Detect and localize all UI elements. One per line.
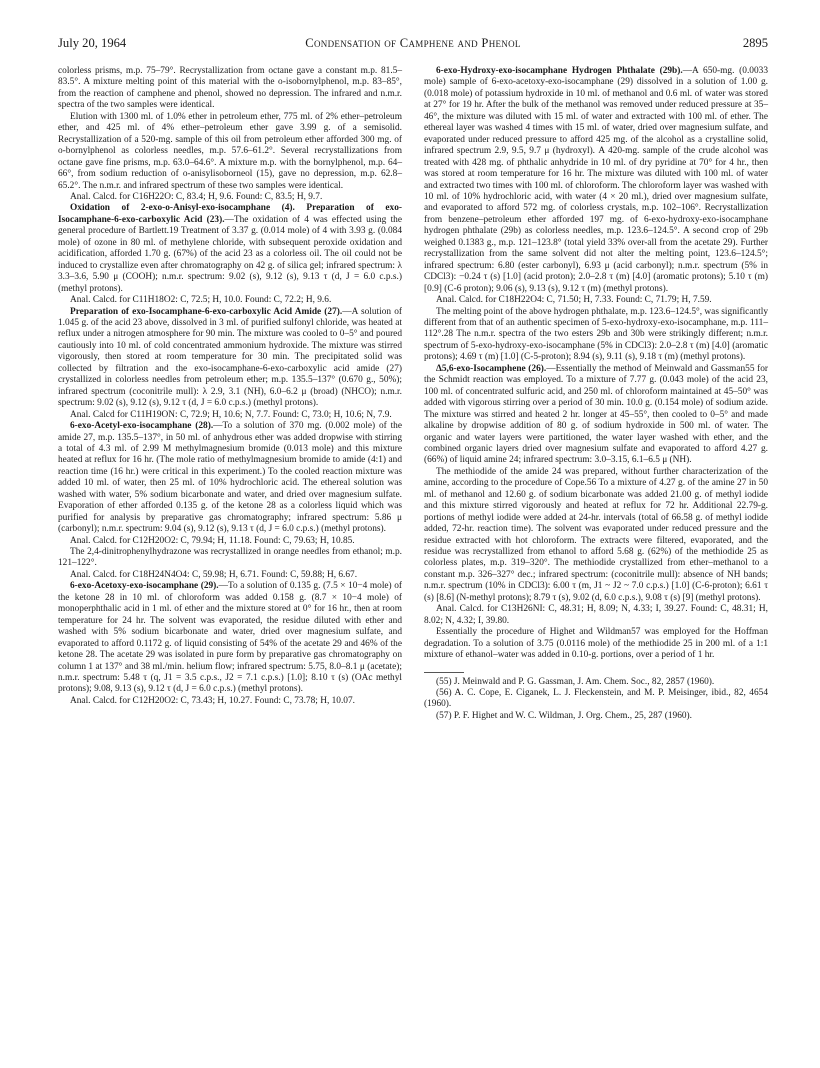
paragraph xyxy=(58,581,402,696)
paragraph-text: —A solution of 1.045 g. of the acid 23 above, dissolved in 3 ml. of purified sulfonyl chloride, was heated at reflux under a nitrogen atmosphere for 90 min. The mixture was cooled to 0–5° and poured cautiously into 10 ml. of cold concentrated ammonium hydroxide. The mixture was stirred vigorously, then stored at room temperature for 30 min. The precipitated solid was collected by filtration and the exo-isocamphane-6-exo-carboxylic acid amide (27) crystallized in colorless needles from petroleum ether; m.p. 135.5–137° (0.670 g., 50%); infrared spectrum (coconitrile mull): λ 2.9, 3.1 (NH), 6.0–6.2 μ (broad) (NHCO); n.m.r. spectrum: 9.02 (s), 9.12 (s), 9.12 τ (d, J = 6.0 c.p.s.) (methyl protons). xyxy=(58,306,402,409)
paragraph-text: —To a solution of 370 mg. (0.002 mole) of the amide 27, m.p. 135.5–137°, in 50 ml. of anhydrous ether was added dropwise with stirring a total of 4.3 ml. of 2.99 M methylmagnesium bromide (0.013 mole) and this mixture heated at reflux for 16 hr. (The mole ratio of methylmagnesium bromide to amide (4:1) and reaction time (16 hr.) were critical in this experiment.) To the cooled reaction mixture was added 10 ml. of water, then 25 ml. of 10% hydrochloric acid. The ethereal solution was washed with water, 5% sodium bicarbonate and water, and dried over magnesium sulfate. Evaporation of ether afforded 0.135 g. of the ketone 28 as a colorless liquid which was purified for analysis by preparative gas chromatography; infrared spectrum: 5.86 μ (carbonyl); n.m.r. spectrum: 9.04 (s), 9.12 (s), 9.13 τ (d, J = 6.0 c.p.s.) (methyl protons). xyxy=(58,421,402,535)
paragraph-text: Anal. Calcd for C11H19ON: C, 72.9; H, 10.6; N, 7.7. Found: C, 73.0; H, 10.6; N, 7.9. xyxy=(70,409,392,420)
paragraph xyxy=(58,203,402,295)
paragraph xyxy=(424,467,768,604)
paragraph-text: The melting point of the above hydrogen phthalate, m.p. 123.6–124.5°, was significantly different from that of an authentic specimen of 5-exo-hydroxy-exo-isocamphane, m.p. 111–112°.28 The n.m.r. spectra of the two esters 29b and 30b were strikingly different; n.m.r. spectrum of 5-exo-hydroxy-exo-isocamphane (5% in CDCl3): 2.0–2.8 τ (m) [4.0] (aromatic protons); 4.69 τ (m) [1.0] (C-5-proton); 8.94 (s), 9.11 (s), 9.18 τ (m) (methyl protons). xyxy=(424,306,768,363)
section-heading: 6-exo-Acetyl-exo-isocamphane (28). xyxy=(70,421,214,432)
paragraph xyxy=(58,536,402,547)
paragraph-text: The 2,4-dinitrophenylhydrazone was recrystallized in orange needles from ethanol; m.p. 121–122°. xyxy=(58,547,402,569)
paragraph xyxy=(424,604,768,627)
section-heading: Δ5,6-exo-Isocamphene (26). xyxy=(436,363,547,374)
paragraph xyxy=(58,112,402,192)
footnote: (57) P. F. Highet and W. C. Wildman, J. Org. Chem., 25, 287 (1960). xyxy=(436,710,692,721)
paragraph-text: Anal. Calcd. for C12H20O2: C, 79.94; H, 11.18. Found: C, 79.63; H, 10.85. xyxy=(70,535,355,546)
paragraph-text: Anal. Calcd. for C16H22O: C, 83.4; H, 9.6. Found: C, 83.5; H, 9.7. xyxy=(70,191,323,202)
paragraph-text: Anal. Calcd. for C18H22O4: C, 71.50; H, 7.33. Found: C, 71.79; H, 7.59. xyxy=(436,295,712,306)
page-header xyxy=(58,36,768,52)
section-heading: 6-exo-Hydroxy-exo-isocamphane Hydrogen Phthalate (29b). xyxy=(436,66,683,76)
footnote: (56) A. C. Cope, E. Ciganek, L. J. Fleckenstein, and M. P. Meisinger, ibid., 82, 4654 (1960). xyxy=(424,688,768,710)
left-column xyxy=(58,66,402,707)
section-heading: Preparation of exo-Isocamphane-6-exo-carboxylic Acid Amide (27). xyxy=(70,306,343,317)
paragraph xyxy=(58,66,402,112)
paragraph-text: Anal. Calcd. for C11H18O2: C, 72.5; H, 10.0. Found: C, 72.2; H, 9.6. xyxy=(70,295,332,306)
section-heading: 6-exo-Acetoxy-exo-isocamphane (29). xyxy=(70,581,219,592)
paragraph xyxy=(424,627,768,661)
paragraph-text: The methiodide of the amide 24 was prepared, without further characterization of the amine, according to the procedure of Cope.56 To a mixture of 4.27 g. of the amine 27 in 50 ml. of methanol and 12.60 g. of sodium bicarbonate was added 21.00 g. of methyl iodide and this mixture stirred vigorously and heated at reflux for 72 hr. Additional 22.79-g. portions of methyl iodide were added at 24-hr. intervals (total of 66.58 g. of methyl iodide added, 72-hr. reaction time). The solvent was evaporated under reduced pressure and the residue extracted with hot chloroform. The extracts were filtered, evaporated, and the residue was recrystallized from ethanol to afford 5.68 g. (62%) of the methiodide 25 as colorless plates, m.p. 319–320°. The methiodide crystallized from ether–methanol to a constant m.p. 326–327° dec.; infrared spectrum: (coconitrile mull): absence of NH bands; n.m.r. spectrum (10% in CDCl3): 6.00 τ (m, J1 ~ J2 ~ 7.0 c.p.s.) [1.0] (C-6-proton); 6.61 τ (s) [8.6] (N-methyl protons); 8.79 τ (s), 9.02 (d, 6.0 c.p.s.), 9.08 τ (s) [9] (methyl protons). xyxy=(424,466,768,603)
paragraph-text: Elution with 1300 ml. of 1.0% ether in petroleum ether, 775 ml. of 2% ether–petroleum ether, and 425 ml. of 4% ether–petroleum ether gave 3.99 g. of a semisolid. Recrystallization of a 520-mg. sample of this oil from petroleum ether afforded 300 mg. of o-bornylphenol as colorless needles, m.p. 57.6–61.2°. Several recrystallizations from octane gave fine prisms, m.p. 63.0–64.6°. A mixture m.p. with the bornylphenol, m.p. 64–66°, from sodium reduction of o-anisylisoborneol (15), gave no depression, m.p. 62.8–65.2°. The n.m.r. and infrared spectrum of these two samples were identical. xyxy=(58,111,402,191)
paragraph xyxy=(58,547,402,570)
paragraph xyxy=(58,421,402,536)
paragraph xyxy=(424,307,768,364)
paragraph xyxy=(58,192,402,203)
paragraph-text: colorless prisms, m.p. 75–79°. Recrystallization from octane gave a constant m.p. 81.5–83.5°. A mixture melting point of this material with the o-isobornylphenol, m.p. 83–85°, from the reaction of camphene and phenol, showed no depression. The infrared and n.m.r. spectra of the two samples were identical. xyxy=(58,66,402,111)
paragraph-text: —To a solution of 0.135 g. (7.5 × 10−4 mole) of the ketone 28 in 10 ml. of chloroform was added 0.158 g. (8.7 × 10−4 mole) of monoperphthalic acid in 1 ml. of ether and the mixture stored at 0° for 16 hr., then at room temperature for 24 hr. The solvent was evaporated, the residue diluted with ether and washed with 5% sodium bicarbonate and water, dried over magnesium sulfate, and evaporated to afford 0.1172 g. of liquid consisting of 54% of the acetate 29 and 46% of the ketone 28. The acetate 29 was isolated in pure form by preparative gas chromatography on column 1 at 137° and 38 ml./min. helium flow; infrared spectrum: 5.75, 8.0–8.1 μ (acetate); n.m.r. spectrum: 5.48 τ (q, J1 = 3.5 c.p.s., J2 = 7.1 c.p.s.) [1.0]; 8.10 τ (s) (OAc methyl protons); 9.08, 9.13 (s), 9.12 τ (d, J = 6.0 c.p.s.) (methyl protons). xyxy=(58,581,402,695)
paragraph-text: Anal. Calcd. for C18H24N4O4: C, 59.98; H, 6.71. Found: C, 59.88; H, 6.67. xyxy=(70,569,358,580)
paragraph-text: —Essentially the method of Meinwald and Gassman55 for the Schmidt reaction was employed. To a mixture of 7.77 g. (0.043 mole) of the acid 23, 100 ml. of concentrated sulfuric acid, and 250 ml. of chloroform maintained at 45–50° was added with vigorous stirring over a period of 30 min. 10.0 g. (0.154 mole) of sodium azide. The mixture was stirred and heated 2 hr. longer at 45–55°, then cooled to 0–5° and made alkaline by dropwise addition of 80 g. of sodium hydroxide in 500 ml. of water. The organic and water layers were partitioned, the water layer washed with ether, and the combined organic layers dried over magnesium sulfate and evaporated to afford 4.27 g. (66%) of liquid amine 24; infrared spectrum: 3.0–3.15, 6.1–6.5 μ (NH). xyxy=(424,363,769,466)
paragraph xyxy=(58,696,402,707)
section-heading: Oxidation of 2-exo-o-Anisyl-exo-isocamphane (4). Preparation of exo-Isocamphane-6-exo-carboxylic Acid (23). xyxy=(58,203,402,225)
footnote-rule xyxy=(424,672,464,673)
header-date: July 20, 1964 xyxy=(58,36,127,50)
paragraph xyxy=(58,570,402,581)
paragraph xyxy=(58,410,402,421)
paragraph xyxy=(424,295,768,306)
right-column xyxy=(424,66,768,722)
paragraph xyxy=(424,364,768,467)
paragraph-text: —The oxidation of 4 was effected using the general procedure of Bartlett.19 Treatment of 3.37 g. (0.014 mole) of 4 with 3.93 g. (0.084 mole) of ozone in 80 ml. of methylene chloride, with subsequent peroxide oxidation and acidification, afforded 1.70 g. (67%) of the acid 23 as a colorless oil. The oil could not be induced to crystallize even after chromatography on 42 g. of silica gel; infrared spectrum: λ 3.3–3.6, 5.90 μ (COOH); n.m.r. spectrum: 9.02 (s), 9.12 (s), 9.13 τ (d, J = 6.0 c.p.s.) (methyl protons). xyxy=(58,214,403,294)
running-title: Condensation of Camphene and Phenol xyxy=(305,36,521,50)
paragraph-text: Anal. Calcd. for C13H26NI: C, 48.31; H, 8.09; N, 4.33; I, 39.27. Found: C, 48.31; H, 8.02; N, 4.32; I, 39.80. xyxy=(424,604,768,626)
page-number: 2895 xyxy=(742,36,768,50)
footnotes xyxy=(424,677,768,723)
paragraph-text: —A 650-mg. (0.0033 mole) sample of 6-exo-acetoxy-exo-isocamphane (29) dissolved in a solution of 1.00 g. (0.018 mole) of potassium hydroxide in 10 ml. of methanol and 0.6 ml. of water was stored at 27° for 19 hr. After the bulk of the methanol was removed under reduced pressure at 35–46°, the mixture was diluted with 15 ml. of water and extracted with 100 ml. of ether. The ethereal layer was washed 4 times with 15 ml. of water, dried over magnesium sulfate, and evaporated under reduced pressure to afford 425 mg. of the alcohol as a crystalline solid, infrared spectrum 2.9, 9.5, 9.7 μ (hydroxyl). A 420-mg. sample of the crude alcohol was treated with 428 mg. of phthalic anhydride in 10 ml. of dry pyridine at 70° for 4 hr., then was stored at room temperature for 16 hr. The mixture was diluted with 100 ml. of water and extracted two times with 100 ml. of chloroform. The chloroform layer was washed with 10 ml. of 10% hydrochloric acid, with water (4 × 20 ml.), dried over magnesium sulfate, and evaporated to afford 572 mg. of colorless crystals, m.p. 102–106°. Recrystallization from benzene–petroleum ether afforded 197 mg. of 6-exo-hydroxy-exo-isocamphane hydrogen phthalate (29b) as colorless needles, m.p. 123.6–124.5°. A second crop of 29b weighed 0.1383 g., m.p. 121–123.8° (total yield 33% over-all from the acetate 29). Further recrystallization from the same solvent did not alter the melting point, 123.6–124.5°; infrared spectrum: 6.80 (ester carbonyl), 6.93 μ (acid carbonyl); n.m.r. spectrum (5% in CDCl3): −0.24 τ (s) [1.0] (acid proton); 2.0–2.8 τ (m) [4.0] (aromatic protons); 5.10 τ (m) [0.9] (C-6 proton); 9.06 (s), 9.13 (s), 9.12 τ (m) (methyl protons). xyxy=(424,66,768,294)
paragraph xyxy=(58,295,402,306)
paragraph xyxy=(58,307,402,410)
paragraph xyxy=(424,66,768,295)
paragraph-text: Essentially the procedure of Highet and Wildman57 was employed for the Hoffman degradation. To a solution of 3.75 (0.0116 mole) of the methiodide 25 in 200 ml. of a 1:1 mixture of ethanol–water was added in 0.10-g. portions, over a period of 1 hr. xyxy=(424,627,768,661)
footnote: (55) J. Meinwald and P. G. Gassman, J. Am. Chem. Soc., 82, 2857 (1960). xyxy=(436,676,715,687)
paragraph-text: Anal. Calcd. for C12H20O2: C, 73.43; H, 10.27. Found: C, 73.78; H, 10.07. xyxy=(70,695,355,706)
